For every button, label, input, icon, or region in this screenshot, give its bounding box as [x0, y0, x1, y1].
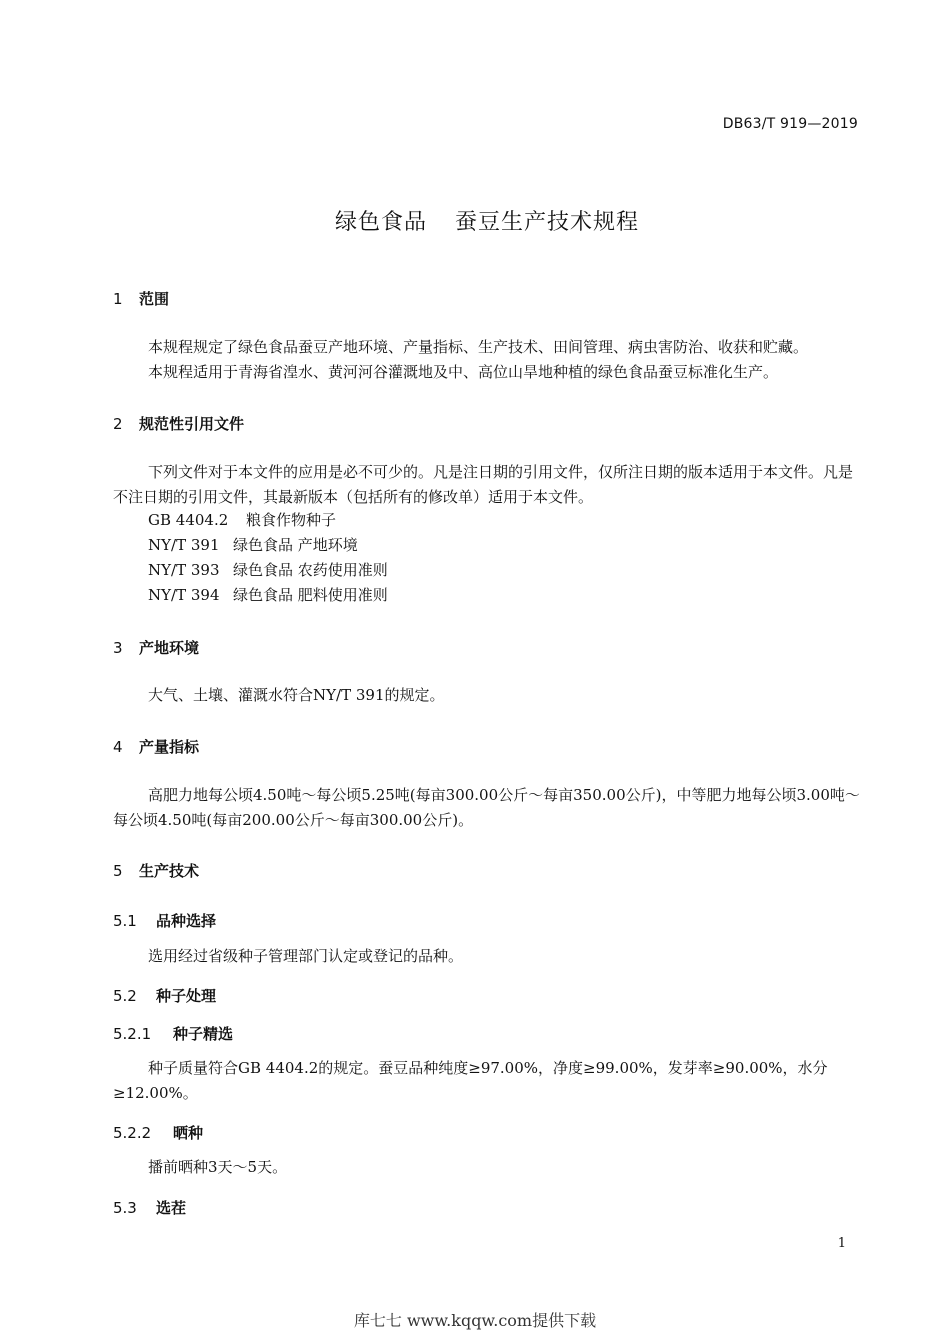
- reference-code: GB 4404.2: [148, 511, 229, 529]
- section-3-heading: [113, 637, 199, 658]
- section-title: 种子处理: [156, 987, 217, 1005]
- title-part-2: 蚕豆生产技术规程: [455, 210, 640, 235]
- section-1-heading: [113, 288, 169, 309]
- section-5-1-paragraph-1: 选用经过省级种子管理部门认定或登记的品种。: [148, 947, 464, 965]
- reference-name: 绿色食品 产地环境: [233, 536, 358, 554]
- section-title: 种子精选: [173, 1025, 234, 1043]
- section-title: 范围: [139, 290, 170, 308]
- page-title: [0, 205, 950, 236]
- section-5-1-heading: [113, 910, 216, 931]
- section-number: 5.1: [113, 912, 137, 930]
- reference-item: [148, 583, 388, 608]
- section-title: 产地环境: [139, 639, 200, 657]
- reference-code: NY/T 393: [148, 561, 220, 579]
- section-title: 生产技术: [139, 862, 200, 880]
- section-number: 5.2: [113, 987, 137, 1005]
- section-title: 晒种: [173, 1124, 204, 1142]
- reference-item: [148, 558, 388, 583]
- section-number: 3: [113, 639, 123, 657]
- section-5-heading: [113, 860, 199, 881]
- section-number: 5.2.1: [113, 1025, 152, 1043]
- reference-name: 粮食作物种子: [246, 511, 337, 529]
- section-5-2-2-paragraph-1: 播前晒种3天～5天。: [148, 1158, 288, 1176]
- section-1-paragraph-2: 本规程适用于青海省湟水、黄河河谷灌溉地及中、高位山旱地种植的绿色食品蚕豆标准化生产。: [148, 363, 779, 381]
- section-title: 选茬: [156, 1199, 187, 1217]
- reference-name: 绿色食品 农药使用准则: [233, 561, 388, 579]
- title-part-1: 绿色食品: [334, 210, 427, 235]
- reference-code: NY/T 394: [148, 586, 220, 604]
- reference-code: NY/T 391: [148, 536, 220, 554]
- section-5-2-2-heading: [113, 1122, 203, 1143]
- section-4-heading: [113, 736, 199, 757]
- section-title: 规范性引用文件: [139, 415, 245, 433]
- section-2-heading: [113, 413, 244, 434]
- section-5-3-heading: [113, 1197, 186, 1218]
- section-4-paragraph-1: 高肥力地每公顷4.50吨～每公顷5.25吨(每亩300.00公斤～每亩350.00公斤)，中等肥力地每公顷3.00吨～每公顷4.50吨(每亩200.00公斤～每亩300.00公斤)。: [113, 786, 860, 829]
- section-3-paragraph-1: 大气、土壤、灌溉水符合NY/T 391的规定。: [148, 686, 445, 704]
- document-code: DB63/T 919—2019: [722, 116, 858, 132]
- section-number: 5.2.2: [113, 1124, 152, 1142]
- section-5-2-1-heading: [113, 1023, 233, 1044]
- section-number: 5.3: [113, 1199, 137, 1217]
- section-5-2-1-paragraph-1: 种子质量符合GB 4404.2的规定。蚕豆品种纯度≥97.00%，净度≥99.00%，发芽率≥90.00%，水分≥12.00%。: [113, 1059, 828, 1102]
- reference-item: [148, 508, 336, 533]
- section-title: 品种选择: [156, 912, 217, 930]
- section-number: 1: [113, 290, 123, 308]
- footer-download-note: 库七七 www.kqqw.com提供下载: [353, 1311, 597, 1330]
- section-1-paragraph-1: 本规程规定了绿色食品蚕豆产地环境、产量指标、生产技术、田间管理、病虫害防治、收获和贮藏。: [148, 338, 809, 356]
- section-5-2-heading: [113, 985, 216, 1006]
- reference-item: [148, 533, 358, 558]
- section-number: 2: [113, 415, 123, 433]
- section-title: 产量指标: [139, 738, 200, 756]
- section-number: 5: [113, 862, 123, 880]
- section-2-paragraph-1: 下列文件对于本文件的应用是必不可少的。凡是注日期的引用文件，仅所注日期的版本适用于本文件。凡是不注日期的引用文件，其最新版本（包括所有的修改单）适用于本文件。: [113, 463, 854, 506]
- reference-name: 绿色食品 肥料使用准则: [233, 586, 388, 604]
- page-number: 1: [837, 1236, 846, 1251]
- section-number: 4: [113, 738, 123, 756]
